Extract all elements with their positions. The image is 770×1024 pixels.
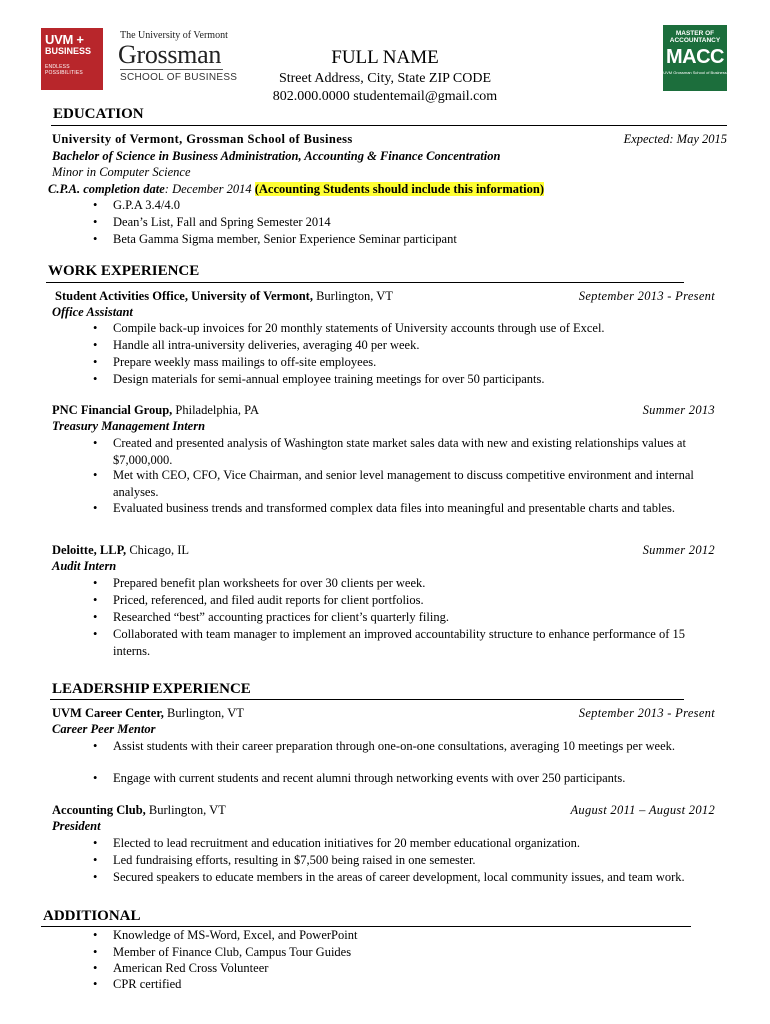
education-minor: Minor in Computer Science [52,165,191,179]
uvm-logo-business: BUSINESS [45,46,92,56]
macc-logo-line1: MASTER OF [675,30,715,37]
street-address: Street Address, City, State ZIP CODE [278,71,492,86]
grossman-logo-sub: SCHOOL OF BUSINESS [120,72,238,83]
job-bullet: • Collaborated with team manager to implement an improved accountability structure to enhance performance of 15 interns. [113,626,723,660]
job-date: Summer 2013 [642,403,715,417]
role-bullet: • Elected to lead recruitment and education initiatives for 20 member educational organization. [113,835,580,852]
job-bullet: • Handle all intra-university deliveries, averaging 40 per week. [113,337,419,354]
job-bullet: • Researched “best” accounting practices for client’s quarterly filing. [113,609,449,626]
uvm-logo-plus: + [76,32,84,47]
additional-bullet: • American Red Cross Volunteer [113,960,268,977]
role-location: Burlington, VT [163,706,244,720]
job-role: Office Assistant [52,305,133,319]
role-bullet: • Engage with current students and recent alumni through networking events with over 250 participants. [113,770,625,787]
education-heading: EDUCATION [53,106,144,122]
role-bullet: • Led fundraising efforts, resulting in $7,500 being raised in one semester. [113,852,476,869]
role-date: September 2013 - Present [578,706,715,720]
role-title: Career Peer Mentor [52,722,156,736]
job-date: Summer 2012 [642,543,715,557]
additional-bullet: • CPR certified [113,976,181,993]
job-bullet: • Compile back-up invoices for 20 monthly statements of University accounts through use of Excel. [113,320,605,337]
grossman-logo-top: The University of Vermont [120,30,228,41]
job-role: Treasury Management Intern [52,419,206,433]
grossman-logo-main: Grossman [118,40,222,69]
education-bullet: • Dean’s List, Fall and Spring Semester 2014 [113,214,331,231]
education-date: Expected: May 2015 [623,132,727,146]
job-org: Student Activities Office, University of Vermont, [55,289,313,303]
full-name: FULL NAME [331,47,439,68]
job-role: Audit Intern [52,559,117,573]
job-bullet: • Evaluated business trends and transformed complex data files into meaningful and presentable charts and tables. [113,500,713,517]
uvm-logo-text: UVM [45,32,73,47]
cpa-value: : December 2014 [164,182,255,196]
uvm-logo-tagline-2: POSSIBILITIES [45,70,83,76]
role-header [52,802,226,818]
role-bullet: • Assist students with their career preparation through one-on-one consultations, averaging 10 meetings per week. [113,738,713,755]
job-org: Deloitte, LLP, [52,543,127,557]
role-date: August 2011 – August 2012 [570,803,715,817]
job-header [52,402,259,418]
macc-logo-line2: ACCOUNTANCY [669,37,721,44]
job-bullet: • Prepared benefit plan worksheets for over 30 clients per week. [113,575,425,592]
job-bullet: • Prepare weekly mass mailings to off-site employees. [113,354,376,371]
job-header [55,288,393,304]
job-org: PNC Financial Group, [52,403,173,417]
role-org: Accounting Club, [52,803,146,817]
work-heading: WORK EXPERIENCE [48,263,200,279]
role-title: President [52,819,101,833]
education-bullet: • Beta Gamma Sigma member, Senior Experience Seminar participant [113,231,457,248]
job-location: Chicago, IL [126,543,190,557]
education-rule [51,125,727,126]
leadership-rule [50,699,684,700]
macc-logo-sub: UVM Grossman School of Business [663,70,727,75]
education-degree: Bachelor of Science in Business Administration, Accounting & Finance Concentration [52,149,501,163]
grossman-logo-divider [120,69,223,70]
contact-info: 802.000.0000 studentemail@gmail.com [272,89,498,104]
role-header [52,705,244,721]
job-location: Burlington, VT [312,289,393,303]
job-date: September 2013 - Present [578,289,715,303]
role-org: UVM Career Center, [52,706,164,720]
cpa-note-highlight: (Accounting Students should include this information) [254,182,544,196]
role-bullet: • Secured speakers to educate members in the areas of career development, local community issues, and team work. [113,869,685,886]
additional-bullet: • Knowledge of MS-Word, Excel, and PowerPoint [113,927,357,944]
education-bullet: • G.P.A 3.4/4.0 [113,197,180,214]
cpa-label: C.P.A. completion date [48,182,165,196]
leadership-heading: LEADERSHIP EXPERIENCE [52,681,251,697]
cpa-line [48,181,544,197]
additional-heading: ADDITIONAL [43,908,141,924]
role-location: Burlington, VT [145,803,226,817]
uvm-logo-tagline-1: ENDLESS [45,64,70,70]
job-header [52,542,189,558]
education-school: University of Vermont, Grossman School of Business [52,132,353,146]
job-location: Philadelphia, PA [172,403,259,417]
job-bullet: • Priced, referenced, and filed audit reports for client portfolios. [113,592,424,609]
job-bullet: • Design materials for semi-annual employee training meetings for over 50 participants. [113,371,544,388]
additional-bullet: • Member of Finance Club, Campus Tour Guides [113,944,351,961]
job-bullet: • Met with CEO, CFO, Vice Chairman, and senior level management to discuss competitive environment and internal analyses. [113,467,718,501]
work-rule [46,282,684,283]
job-bullet: • Created and presented analysis of Washington state market sales data with new and existing relationships values at $7,000,000. [113,435,713,469]
macc-logo-main: MACC [666,46,724,68]
